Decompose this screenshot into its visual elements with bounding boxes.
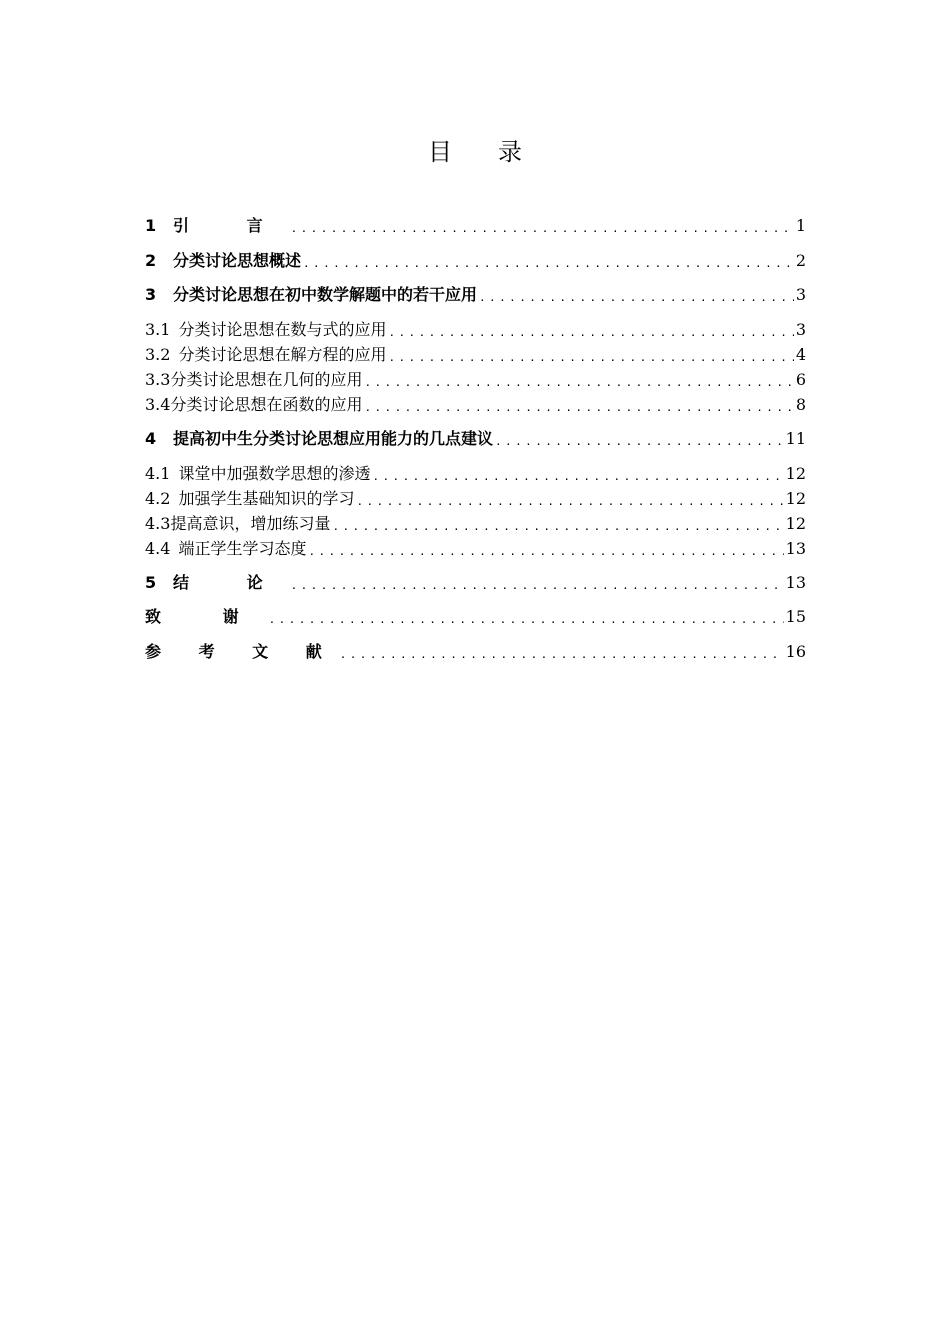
toc-entry-number: 5 (145, 573, 157, 592)
toc-dot-leader (362, 394, 793, 416)
toc-entry-label: 提高初中生分类讨论思想应用能力的几点建议 (173, 429, 494, 448)
toc-entry-label: 端正学生学习态度 (178, 539, 307, 558)
toc-entry-3-3[interactable] (145, 369, 806, 391)
toc-entry-4-3[interactable] (145, 513, 806, 535)
toc-entry-4-4[interactable] (145, 538, 806, 560)
toc-dot-leader (362, 369, 793, 391)
toc-entry-label: 课堂中加强数学思想的渗透 (178, 464, 371, 483)
toc-entry-page: 16 (785, 642, 806, 661)
toc-entry-number: 3 (145, 285, 157, 304)
toc-entry-label: 分类讨论思想在几何的应用 (170, 370, 363, 389)
toc-entry-acknowledgements[interactable] (145, 606, 806, 628)
toc-entry-label: 引 言 (173, 216, 289, 235)
toc-entry-number: 1 (145, 216, 157, 235)
toc-entry-page: 12 (785, 464, 806, 483)
toc-entry-number: 3.2 (145, 345, 171, 364)
toc-entry-page: 15 (785, 607, 806, 626)
toc-dot-leader (301, 250, 794, 272)
toc-entry-page: 13 (785, 539, 806, 558)
toc-dot-leader (354, 488, 783, 510)
toc-dot-leader (289, 572, 784, 594)
toc-entry-label: 分类讨论思想在函数的应用 (170, 395, 363, 414)
toc-dot-leader (289, 215, 794, 237)
toc-entry-number: 3.4 (145, 395, 171, 414)
toc-dot-leader (477, 284, 794, 306)
toc-dot-leader (386, 344, 793, 366)
toc-entry-page: 3 (795, 285, 806, 304)
toc-entry-label: 结 论 (173, 573, 289, 592)
toc-entry-page: 12 (785, 489, 806, 508)
toc-entry-page: 6 (795, 370, 806, 389)
toc-entry-label: 加强学生基础知识的学习 (178, 489, 355, 508)
toc-entry-3[interactable] (145, 284, 806, 306)
toc-entry-references[interactable] (145, 641, 806, 663)
toc-dot-leader (338, 641, 784, 663)
toc-entry-number: 4.4 (145, 539, 171, 558)
toc-entry-page: 12 (785, 514, 806, 533)
toc-entry-4-1[interactable] (145, 463, 806, 485)
toc-dot-leader (370, 463, 783, 485)
toc-dot-leader (306, 538, 783, 560)
toc-entry-label: 分类讨论思想在初中数学解题中的若干应用 (173, 285, 478, 304)
toc-entry-2[interactable] (145, 250, 806, 272)
toc-dot-leader (330, 513, 783, 535)
toc-entry-number: 2 (145, 251, 157, 270)
toc-entry-page: 8 (795, 395, 806, 414)
toc-entry-page: 2 (795, 251, 806, 270)
toc-entry-number: 4 (145, 429, 157, 448)
toc-entry-page: 3 (795, 320, 806, 339)
toc-entry-4[interactable] (145, 428, 806, 450)
toc-entry-4-2[interactable] (145, 488, 806, 510)
toc-entry-label: 分类讨论思想在数与式的应用 (178, 320, 387, 339)
toc-dot-leader (386, 319, 793, 341)
toc-entry-3-2[interactable] (145, 344, 806, 366)
toc-entry-page: 11 (785, 429, 806, 448)
toc-entry-5[interactable] (145, 572, 806, 594)
toc-entry-page: 13 (785, 573, 806, 592)
toc-entry-label: 分类讨论思想概述 (173, 251, 302, 270)
toc-entry-number: 3.1 (145, 320, 171, 339)
toc-entry-label: 分类讨论思想在解方程的应用 (178, 345, 387, 364)
toc-entry-label: 致 谢 (145, 607, 267, 626)
toc-entry-label: 参 考 文 献 (145, 642, 338, 661)
toc-entry-number: 4.3 (145, 514, 171, 533)
toc-entry-page: 4 (795, 345, 806, 364)
toc-entry-page: 1 (795, 216, 806, 235)
toc-title (0, 136, 950, 168)
toc-dot-leader (267, 606, 784, 628)
toc-title-part2: 录 (498, 138, 522, 166)
toc-entry-3-1[interactable] (145, 319, 806, 341)
toc-entry-number: 4.2 (145, 489, 171, 508)
toc-entry-number: 4.1 (145, 464, 171, 483)
toc-entry-number: 3.3 (145, 370, 171, 389)
toc-entry-3-4[interactable] (145, 394, 806, 416)
toc-title-part1: 目 (428, 138, 452, 166)
toc-entry-1[interactable] (145, 215, 806, 237)
toc-entry-label: 提高意识，增加练习量 (170, 514, 331, 533)
toc-dot-leader (493, 428, 784, 450)
